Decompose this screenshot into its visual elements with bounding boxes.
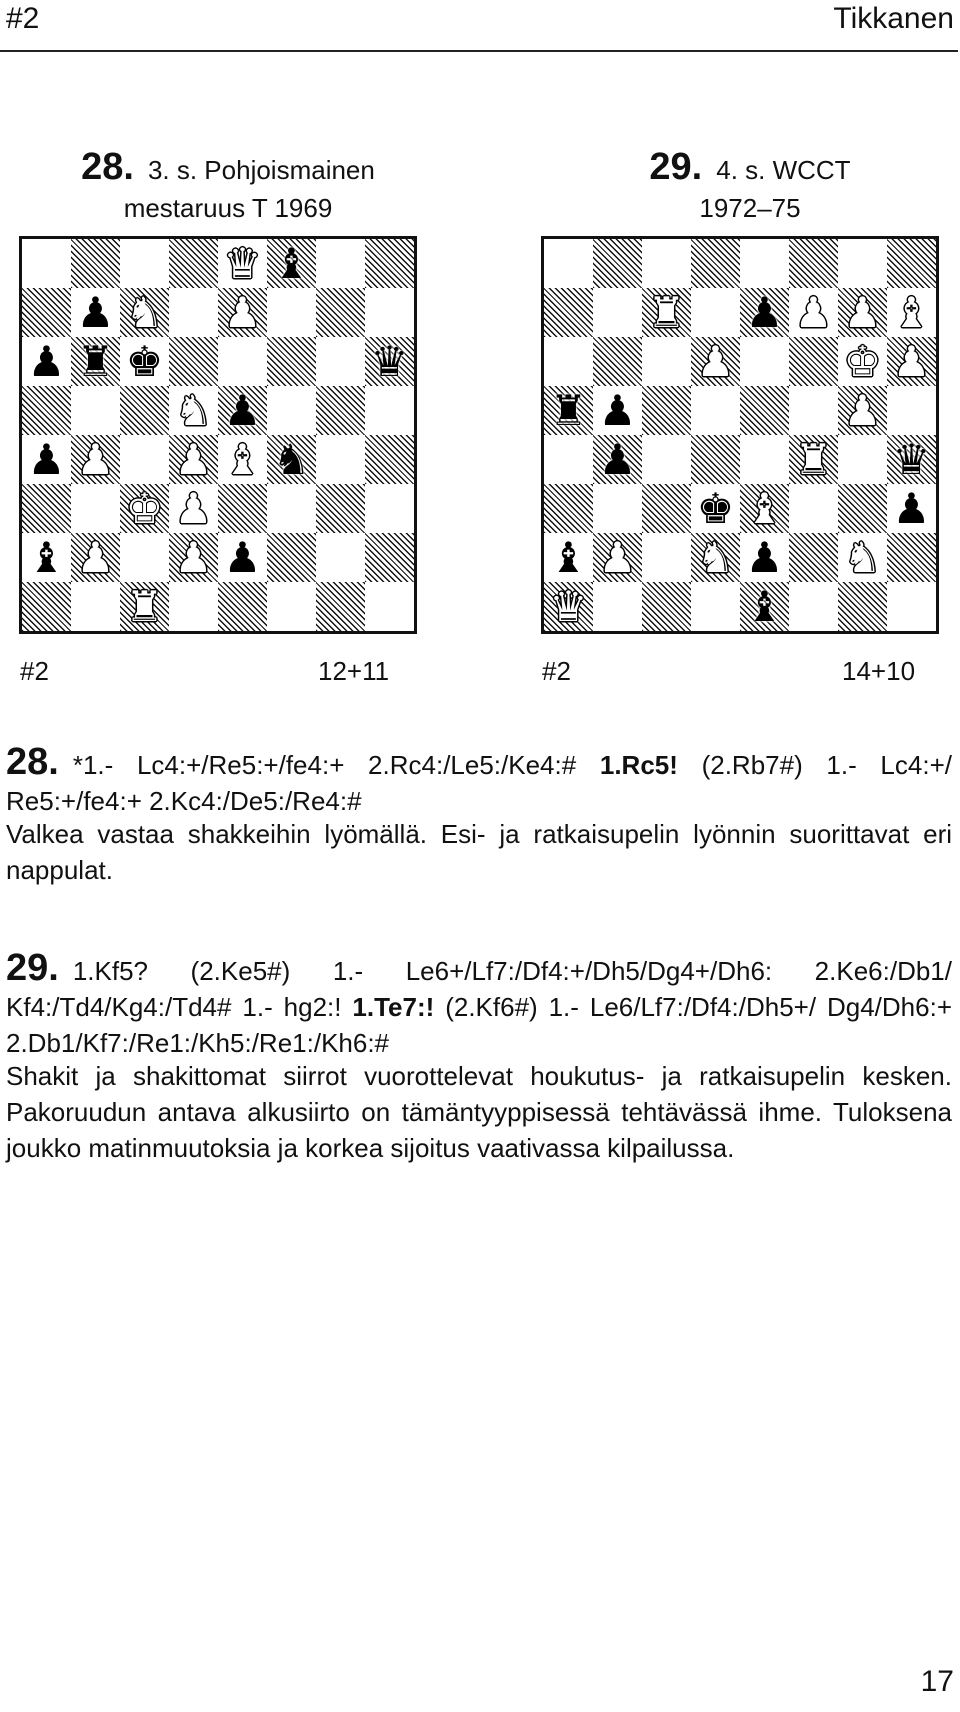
square-b2	[71, 533, 120, 582]
square-g7	[838, 288, 887, 337]
square-h6	[365, 337, 414, 386]
square-h5	[365, 386, 414, 435]
square-e5	[740, 386, 789, 435]
white-pawn-icon: ♟	[174, 483, 213, 533]
white-knight-icon: ♞	[174, 385, 213, 435]
solution-29-text-a: 1.Kf5? (2.Ke5#) 1.- Le6+/Lf7:/Df4:+/Dh5/Dg4+/Dh6: 2.Ke6:/Db1/ Kf4:/Td4/Kg4:/Td4# 1.- hg2:!	[6, 956, 952, 1022]
square-c4	[642, 435, 691, 484]
white-rook-icon: ♜	[794, 434, 833, 484]
square-d8	[691, 239, 740, 288]
square-f5	[789, 386, 838, 435]
square-h7	[887, 288, 936, 337]
square-e1	[218, 582, 267, 631]
square-h1	[365, 582, 414, 631]
square-h3	[365, 484, 414, 533]
square-e2	[218, 533, 267, 582]
black-queen-icon: ♛	[370, 336, 409, 386]
problem-29-stipulation: #2	[542, 656, 571, 686]
square-g7	[316, 288, 365, 337]
square-c2	[642, 533, 691, 582]
square-f5	[267, 386, 316, 435]
problem-29-heading	[540, 148, 960, 227]
square-c2	[120, 533, 169, 582]
solution-28-text-b: (2.Rb7#) 1.- Lc4:+/ Re5:+/fe4:+ 2.Kc4:/De5:/Re4:#	[6, 750, 952, 816]
square-c5	[642, 386, 691, 435]
problem-28-source-line2: mestaruus T 1969	[123, 193, 333, 223]
square-a5	[544, 386, 593, 435]
square-g1	[838, 582, 887, 631]
solution-29-number: 29.	[6, 947, 59, 989]
white-pawn-icon: ♟	[223, 287, 262, 337]
square-a4	[544, 435, 593, 484]
square-a8	[544, 239, 593, 288]
white-rook-icon: ♜	[647, 287, 686, 337]
solution-29-text-b: (2.Kf6#) 1.- Le6/Lf7:/Df4:/Dh5+/ Dg4/Dh6:+ 2.Db1/Kf7:/Re1:/Kh5:/Re1:/Kh6:#	[6, 992, 953, 1058]
page-header-right: Tikkanen	[833, 2, 954, 35]
square-a1	[22, 582, 71, 631]
black-pawn-icon: ♟	[223, 385, 262, 435]
header-rule	[0, 50, 958, 52]
square-g5	[838, 386, 887, 435]
square-g3	[316, 484, 365, 533]
square-g6	[316, 337, 365, 386]
square-d8	[169, 239, 218, 288]
square-e4	[218, 435, 267, 484]
square-g8	[838, 239, 887, 288]
square-a6	[22, 337, 71, 386]
square-h8	[887, 239, 936, 288]
square-b2	[593, 533, 642, 582]
square-a2	[22, 533, 71, 582]
square-d7	[169, 288, 218, 337]
square-g4	[838, 435, 887, 484]
square-e7	[218, 288, 267, 337]
square-b6	[71, 337, 120, 386]
square-d4	[691, 435, 740, 484]
square-g2	[316, 533, 365, 582]
black-queen-icon: ♛	[892, 434, 931, 484]
white-pawn-icon: ♟	[892, 336, 931, 386]
square-f8	[267, 239, 316, 288]
square-f6	[267, 337, 316, 386]
black-rook-icon: ♜	[76, 336, 115, 386]
square-h4	[365, 435, 414, 484]
square-h2	[887, 533, 936, 582]
square-b4	[71, 435, 120, 484]
square-e7	[740, 288, 789, 337]
square-d5	[691, 386, 740, 435]
white-pawn-icon: ♟	[76, 532, 115, 582]
white-pawn-icon: ♟	[598, 532, 637, 582]
square-f1	[789, 582, 838, 631]
square-d3	[169, 484, 218, 533]
square-a7	[544, 288, 593, 337]
square-c3	[642, 484, 691, 533]
square-b3	[593, 484, 642, 533]
square-c1	[120, 582, 169, 631]
black-pawn-icon: ♟	[892, 483, 931, 533]
square-b5	[593, 386, 642, 435]
problem-28-number: 28.	[81, 146, 134, 188]
black-pawn-icon: ♟	[27, 336, 66, 386]
black-king-icon: ♚	[696, 483, 735, 533]
white-pawn-icon: ♟	[174, 434, 213, 484]
square-h2	[365, 533, 414, 582]
square-e8	[740, 239, 789, 288]
square-e1	[740, 582, 789, 631]
square-c4	[120, 435, 169, 484]
square-g4	[316, 435, 365, 484]
square-a1	[544, 582, 593, 631]
black-rook-icon: ♜	[549, 385, 588, 435]
white-pawn-icon: ♟	[843, 287, 882, 337]
white-pawn-icon: ♟	[843, 385, 882, 435]
solution-28-key-move: 1.Rc5!	[599, 750, 678, 780]
square-f8	[789, 239, 838, 288]
problem-28-piece-count: 12+11	[318, 656, 390, 686]
square-d3	[691, 484, 740, 533]
solution-29-key-move: 1.Te7:!	[352, 992, 435, 1022]
solution-29	[6, 947, 953, 1061]
square-c8	[120, 239, 169, 288]
square-e3	[740, 484, 789, 533]
square-f2	[267, 533, 316, 582]
chess-diagram-29	[541, 236, 939, 634]
black-bishop-icon: ♝	[745, 581, 784, 631]
square-e4	[740, 435, 789, 484]
black-pawn-icon: ♟	[223, 532, 262, 582]
square-f4	[789, 435, 838, 484]
square-d2	[691, 533, 740, 582]
square-b6	[593, 337, 642, 386]
square-b1	[593, 582, 642, 631]
square-b7	[71, 288, 120, 337]
square-h8	[365, 239, 414, 288]
square-b8	[71, 239, 120, 288]
square-g6	[838, 337, 887, 386]
square-b1	[71, 582, 120, 631]
square-c6	[642, 337, 691, 386]
problem-29-number: 29.	[649, 146, 703, 188]
problem-29-source-line1: 4. s. WCCT	[716, 155, 851, 185]
square-c1	[642, 582, 691, 631]
square-c7	[642, 288, 691, 337]
square-h4	[887, 435, 936, 484]
black-pawn-icon: ♟	[745, 287, 784, 337]
white-pawn-icon: ♟	[696, 336, 735, 386]
square-a8	[22, 239, 71, 288]
square-f2	[789, 533, 838, 582]
solution-28-number: 28.	[6, 741, 59, 783]
black-pawn-icon: ♟	[27, 434, 66, 484]
white-bishop-icon: ♝	[745, 483, 784, 533]
black-knight-icon: ♞	[272, 434, 311, 484]
black-king-icon: ♚	[125, 336, 164, 386]
square-a3	[544, 484, 593, 533]
square-g1	[316, 582, 365, 631]
square-g2	[838, 533, 887, 582]
problem-28-stipulation: #2	[20, 656, 49, 686]
square-b8	[593, 239, 642, 288]
square-c3	[120, 484, 169, 533]
white-knight-icon: ♞	[125, 287, 164, 337]
square-e2	[740, 533, 789, 582]
square-a5	[22, 386, 71, 435]
black-pawn-icon: ♟	[745, 532, 784, 582]
white-rook-icon: ♜	[125, 581, 164, 631]
square-f3	[789, 484, 838, 533]
square-d6	[169, 337, 218, 386]
page-number: 17	[920, 1665, 954, 1698]
black-bishop-icon: ♝	[272, 238, 311, 288]
square-c7	[120, 288, 169, 337]
square-a4	[22, 435, 71, 484]
black-pawn-icon: ♟	[76, 287, 115, 337]
square-e6	[740, 337, 789, 386]
square-h7	[365, 288, 414, 337]
square-h1	[887, 582, 936, 631]
white-king-icon: ♚	[843, 336, 882, 386]
square-f7	[267, 288, 316, 337]
white-bishop-icon: ♝	[892, 287, 931, 337]
black-bishop-icon: ♝	[27, 532, 66, 582]
square-d1	[169, 582, 218, 631]
square-a7	[22, 288, 71, 337]
comment-28: Valkea vastaa shakkeihin lyömällä. Esi- ja ratkaisupelin lyönnin suorittavat eri nappulat.	[6, 819, 952, 885]
white-pawn-icon: ♟	[174, 532, 213, 582]
square-g5	[316, 386, 365, 435]
white-knight-icon: ♞	[843, 532, 882, 582]
square-f3	[267, 484, 316, 533]
square-e3	[218, 484, 267, 533]
square-c5	[120, 386, 169, 435]
white-knight-icon: ♞	[696, 532, 735, 582]
square-d4	[169, 435, 218, 484]
white-pawn-icon: ♟	[794, 287, 833, 337]
solution-28	[6, 741, 952, 819]
black-pawn-icon: ♟	[598, 434, 637, 484]
square-g3	[838, 484, 887, 533]
white-king-icon: ♚	[125, 483, 164, 533]
problem-29-piece-count: 14+10	[842, 656, 916, 686]
square-e6	[218, 337, 267, 386]
square-b7	[593, 288, 642, 337]
square-d7	[691, 288, 740, 337]
chess-diagram-28	[19, 236, 417, 634]
square-e5	[218, 386, 267, 435]
square-a6	[544, 337, 593, 386]
square-f6	[789, 337, 838, 386]
square-e8	[218, 239, 267, 288]
square-a3	[22, 484, 71, 533]
square-d2	[169, 533, 218, 582]
white-pawn-icon: ♟	[76, 434, 115, 484]
square-d6	[691, 337, 740, 386]
black-bishop-icon: ♝	[549, 532, 588, 582]
page-header-left: #2	[6, 2, 40, 35]
square-a2	[544, 533, 593, 582]
square-h6	[887, 337, 936, 386]
solution-28-text-a: *1.- Lc4:+/Re5:+/fe4:+ 2.Rc4:/Le5:/Ke4:#	[72, 750, 600, 780]
square-c6	[120, 337, 169, 386]
square-b3	[71, 484, 120, 533]
white-bishop-icon: ♝	[223, 434, 262, 484]
problem-28-source-line1: 3. s. Pohjoismainen	[147, 155, 375, 185]
comment-29: Shakit ja shakittomat siirrot vuorottelevat houkutus- ja ratkaisupelin kesken. Pakoruudun antava alkusiirto on tämäntyyppisessä tehtävässä ihme. Tuloksena joukko matinmuutoksia ja korkea sijoitus vaativassa kilpailussa.	[6, 1061, 952, 1163]
square-f1	[267, 582, 316, 631]
square-f4	[267, 435, 316, 484]
square-h3	[887, 484, 936, 533]
white-queen-icon: ♛	[223, 238, 262, 288]
problem-28-heading	[18, 148, 438, 227]
problem-29-source-line2: 1972–75	[699, 193, 801, 223]
square-b4	[593, 435, 642, 484]
square-f7	[789, 288, 838, 337]
square-b5	[71, 386, 120, 435]
square-d1	[691, 582, 740, 631]
square-c8	[642, 239, 691, 288]
square-h5	[887, 386, 936, 435]
black-pawn-icon: ♟	[598, 385, 637, 435]
square-g8	[316, 239, 365, 288]
square-d5	[169, 386, 218, 435]
white-queen-icon: ♛	[549, 581, 588, 631]
